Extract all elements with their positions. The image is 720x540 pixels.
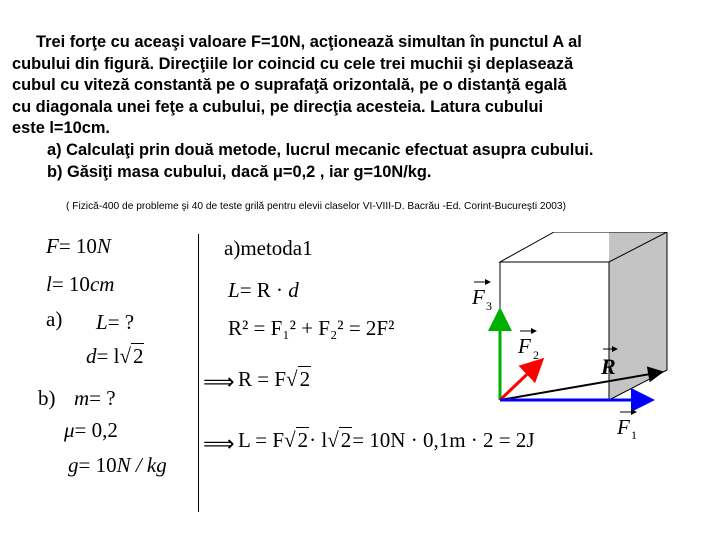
source-citation: ( Fizică-400 de probleme şi 40 de teste grilă pentru elevii claselor VI-VIII-D. Bacrău -Ed. Corint-Bucureşti 2003)	[66, 201, 566, 212]
work-result-length: · l	[309, 428, 328, 452]
given-friction	[64, 420, 118, 441]
given-force	[46, 236, 111, 257]
work-result-root-1: 2	[297, 428, 309, 452]
work-formula	[228, 280, 299, 301]
problem-line-1: Trei forţe cu aceaşi valoare F=10N, acţionează simultan în punctul A al	[36, 33, 582, 51]
f3-label: F	[472, 285, 485, 309]
implies-arrow-2: ⟹	[203, 432, 235, 457]
gravity-unit: N / kg	[116, 453, 167, 477]
friction-symbol: μ	[64, 418, 75, 442]
unknown-work	[96, 312, 134, 333]
column-divider	[198, 234, 199, 512]
problem-line-2: cubului din figură. Direcţiile lor coincid cu cele trei muchii şi deplasează	[12, 54, 574, 73]
work-result-value: = 10N · 0,1m · 2 = 2J	[352, 428, 535, 452]
work-result-root-2: 2	[340, 428, 352, 452]
work-distance: d	[288, 278, 299, 302]
resultant-pythagoras: R² = F₁² + F₂² = 2F²	[228, 316, 395, 340]
question-b: b) Găsiţi masa cubului, dacă μ=0,2 , iar g=10N/kg.	[47, 162, 432, 181]
diagonal-symbol: d	[86, 344, 97, 368]
diagonal-root: 2	[132, 344, 144, 368]
method-title: a)metoda1	[224, 236, 313, 260]
unknown-work-symbol: L	[96, 310, 108, 334]
resultant-root: 2	[299, 367, 311, 391]
friction-value: = 0,2	[74, 418, 118, 442]
diagonal-equals: = l	[96, 344, 120, 368]
unknown-work-question: = ?	[107, 310, 135, 334]
unknown-mass-symbol: m	[74, 386, 90, 410]
problem-statement	[12, 32, 718, 183]
work-product: = R ·	[239, 278, 284, 302]
part-a-label: a)	[46, 307, 63, 331]
f3-subscript: 3	[486, 299, 492, 313]
given-length-unit: cm	[89, 272, 115, 296]
given-force-unit: N	[96, 234, 111, 258]
resultant-formula: R = F√2	[238, 367, 311, 391]
r-label: R	[601, 354, 616, 379]
work-result: L = F√2· l√2= 10N · 0,1m · 2 = 2J	[238, 428, 535, 452]
unknown-mass-question: = ?	[89, 386, 116, 410]
gravity-symbol: g	[68, 453, 79, 477]
given-force-symbol: F	[46, 234, 59, 258]
given-force-value: = 10	[58, 234, 97, 258]
given-gravity	[68, 455, 167, 476]
given-length-symbol: l	[46, 272, 52, 296]
question-a: a) Calculaţi prin două metode, lucrul mecanic efectuat asupra cubului.	[47, 140, 594, 159]
part-b-label: b)	[38, 386, 56, 410]
given-length-value: = 10	[51, 272, 90, 296]
f1-subscript: 1	[631, 428, 637, 442]
unknown-mass	[74, 388, 116, 409]
diagonal-formula: d= l√2	[86, 344, 144, 368]
work-result-force: L = F	[238, 428, 285, 452]
gravity-value: = 10	[78, 453, 117, 477]
f2-subscript: 2	[533, 348, 539, 362]
f1-label: F	[617, 415, 630, 439]
problem-line-4: cu diagonala unei feţe a cubului, pe direcţia acesteia. Latura cubului	[12, 97, 544, 116]
problem-line-5: este l=10cm.	[12, 119, 110, 138]
implies-arrow-1: ⟹	[203, 370, 235, 395]
problem-line-3: cubul cu viteză constantă pe o suprafaţă orizontală, pe o distanţă egală	[12, 76, 567, 95]
f2-label: F	[518, 334, 531, 358]
cube-figure	[470, 232, 710, 442]
work-symbol: L	[228, 278, 240, 302]
given-length	[46, 274, 114, 295]
resultant-left: R = F	[238, 367, 287, 391]
